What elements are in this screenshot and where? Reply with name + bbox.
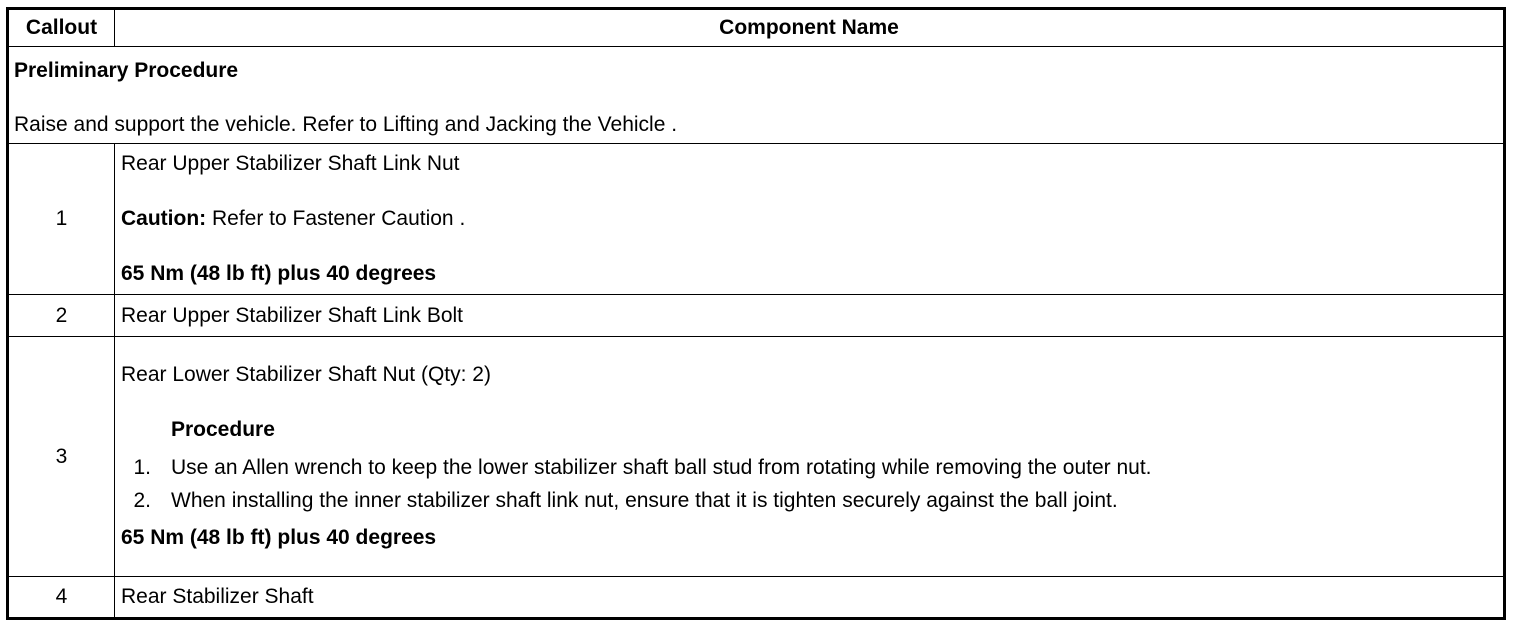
callout-number: 3 <box>8 337 115 577</box>
table-row <box>8 295 1505 337</box>
component-cell <box>115 577 1505 619</box>
preliminary-text: Raise and support the vehicle. Refer to Lifting and Jacking the Vehicle . <box>14 113 678 136</box>
callout-number: 4 <box>8 577 115 619</box>
step-number: 1. <box>133 456 151 479</box>
callout-number: 1 <box>8 144 115 295</box>
preliminary-title: Preliminary Procedure <box>14 59 239 82</box>
header-component-name: Component Name <box>115 9 1505 47</box>
procedure-step <box>121 484 1497 517</box>
caution-text: Refer to Fastener Caution . <box>206 207 466 230</box>
preliminary-row <box>8 47 1505 144</box>
caution-line <box>121 207 1497 231</box>
component-name: Rear Upper Stabilizer Shaft Link Bolt <box>121 303 463 327</box>
procedure-title: Procedure <box>171 418 275 441</box>
component-name: Rear Upper Stabilizer Shaft Link Nut <box>121 152 460 175</box>
step-text: Use an Allen wrench to keep the lower stabilizer shaft ball stud from rotating while removing the outer nut. <box>171 456 1152 479</box>
table-header-row <box>8 9 1505 47</box>
component-name: Rear Stabilizer Shaft <box>121 585 314 608</box>
preliminary-cell <box>8 47 1505 144</box>
caution-label: Caution: <box>121 207 207 230</box>
procedure-step <box>121 451 1497 484</box>
header-callout: Callout <box>8 9 115 47</box>
step-text: When installing the inner stabilizer shaft link nut, ensure that it is tighten securely against the ball joint. <box>171 489 1118 512</box>
component-name: Rear Lower Stabilizer Shaft Nut (Qty: 2) <box>121 363 491 386</box>
procedure-steps <box>121 451 1497 517</box>
component-cell <box>115 144 1505 295</box>
component-table <box>6 7 1506 620</box>
table-row <box>8 144 1505 295</box>
table-row <box>8 337 1505 577</box>
component-cell <box>115 295 1505 337</box>
table-row <box>8 577 1505 619</box>
component-cell <box>115 337 1505 577</box>
torque-spec: 65 Nm (48 lb ft) plus 40 degrees <box>121 526 437 549</box>
step-number: 2. <box>133 489 151 512</box>
torque-spec: 65 Nm (48 lb ft) plus 40 degrees <box>121 262 437 285</box>
callout-number: 2 <box>8 295 115 337</box>
